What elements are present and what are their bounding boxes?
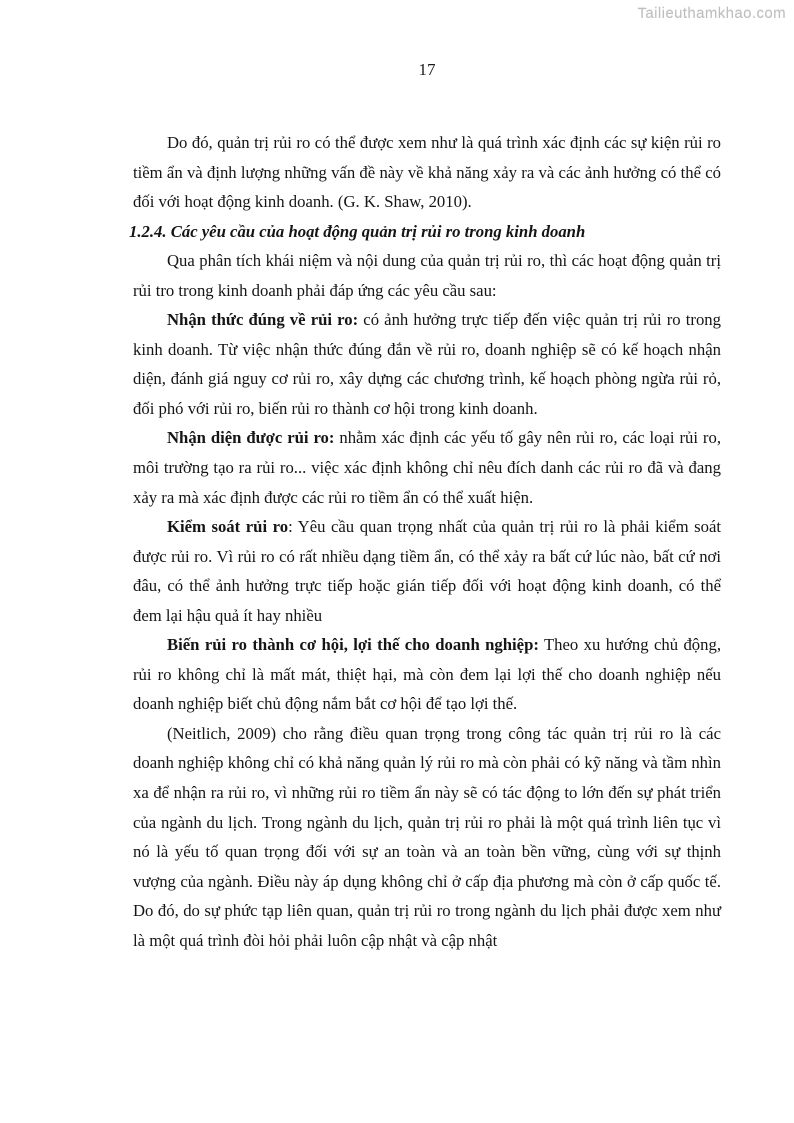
page-body [129, 128, 721, 955]
paragraph-risk-definition [133, 128, 721, 217]
paragraph-text: Qua phân tích khái niệm và nội dung của quản trị rủi ro, thì các hoạt động quản trị rủi tro trong kinh doanh phải đáp ứng các yêu cầu sau: [133, 251, 721, 300]
paragraph-text: nhằm xác định các yếu tố gây nên rủi ro, các loại rủi ro, môi trường tạo ra rủi ro... việc xác định không chỉ nêu đích danh các rủi ro đã và đang xảy ra mà xác định được các rủi ro tiềm ẩn có thể xuất hiện. [133, 428, 721, 507]
paragraph-awareness [133, 305, 721, 423]
paragraph-text: có ảnh hưởng trực tiếp đến việc quản trị rủi ro trong kinh doanh. Từ việc nhận thức đúng đắn về rủi ro, doanh nghiệp sẽ có kế hoạch nhận diện, đánh giá nguy cơ rủi ro, xây dựng các chương trình, kế hoạch phòng ngừa rủi rỏ, đối phó với rủi ro, biến rủi ro thành cơ hội trong kinh doanh. [133, 310, 721, 418]
page-number: 17 [418, 60, 436, 79]
paragraph-identification [133, 423, 721, 512]
paragraph-text: Theo xu hướng chủ động, rủi ro không chỉ là mất mát, thiệt hại, mà còn đem lại lợi thế cho doanh nghiệp nếu doanh nghiệp biết chủ động nắm bắt cơ hội để tạo lợi thế. [133, 635, 721, 714]
paragraph-lead: Nhận diện được rủi ro: [167, 428, 335, 448]
paragraph-control [133, 512, 721, 630]
paragraph-text: : Yêu cầu quan trọng nhất của quản trị rủi ro là phải kiểm soát được rủi ro. Vì rủi ro có rất nhiều dạng tiềm ẩn, có thể xảy ra bất cứ lúc nào, bất cứ nơi đâu, có thể ảnh hưởng trực tiếp hoặc gián tiếp đối với hoạt động kinh doanh, có thể đem lại hậu quả ít hay nhiều [133, 517, 721, 625]
paragraph-text: (Neitlich, 2009) cho rằng điều quan trọng trong công tác quản trị rủi ro là các doanh nghiệp không chỉ có khả năng quản lý rủi ro mà còn phải có kỹ năng và tầm nhìn xa để nhận ra rủi ro, vì những rủi ro tiềm ẩn này sẽ có tác động to lớn đến sự phát triển của ngành du lịch. Trong ngành du lịch, quản trị rủi ro phải là một quá trình liên tục vì nó là yếu tố quan trọng đối với sự an toàn và an toàn bền vững, cùng với sự thịnh vượng của ngành. Điều này áp dụng không chỉ ở cấp địa phương mà còn ở cấp quốc tế. Do đó, do sự phức tạp liên quan, quản trị rủi ro trong ngành du lịch phải được xem như là một quá trình đòi hỏi phải luôn cập nhật và cập nhật [133, 723, 721, 950]
paragraph-lead: Nhận thức đúng về rủi ro: [167, 310, 359, 330]
paragraph-opportunity [133, 630, 721, 719]
paragraph-lead: Kiểm soát rủi ro [167, 517, 289, 537]
paragraph-requirements-intro [133, 246, 721, 305]
paragraph-text: Do đó, quản trị rủi ro có thể được xem như là quá trình xác định các sự kiện rủi ro tiềm ẩn và định lượng những vấn đề này về khả năng xảy ra và các ảnh hưởng có thể có đối với hoạt động kinh doanh. (G. K. Shaw, 2010). [133, 133, 721, 212]
paragraph-neitlich-citation [133, 719, 721, 955]
section-heading-1-2-4: 1.2.4. Các yêu cầu của hoạt động quản trị rủi ro trong kinh doanh [129, 221, 586, 241]
watermark: Tailieuthamkhao.com [637, 5, 786, 22]
paragraph-lead: Biến rủi ro thành cơ hội, lợi thế cho doanh nghiệp: [167, 635, 539, 655]
